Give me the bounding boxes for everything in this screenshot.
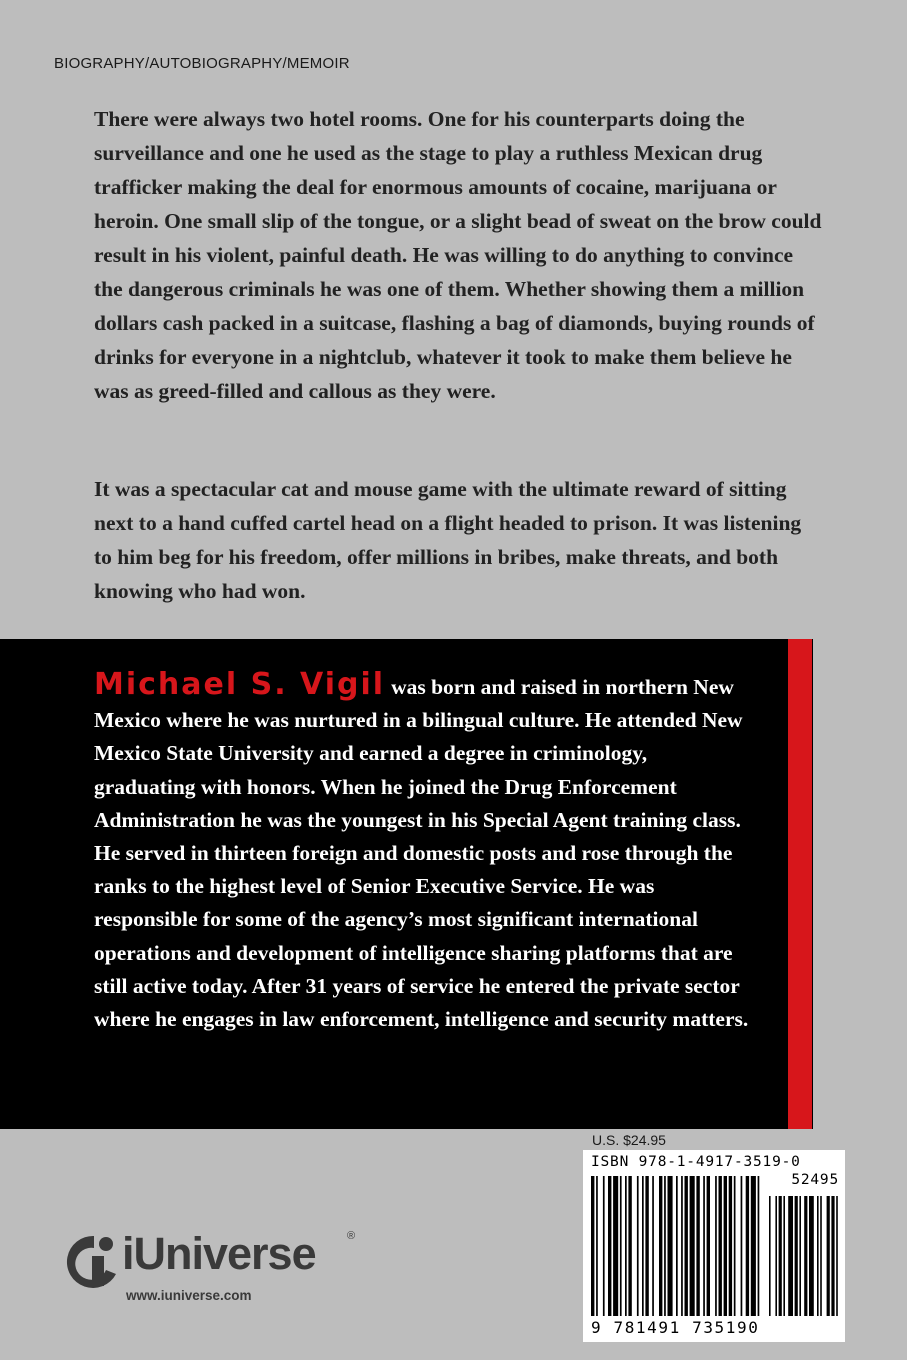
blurb-paragraph-1: There were always two hotel rooms. One for his counterparts doing the surveillance and one he used as the stage to play a ruthless Mexican drug trafficker making the deal for enormous amounts of cocaine, marijuana or heroin. One small slip of the tongue, or a slight bead of sweat on the brow could result in his violent, painful death. He was willing to do anything to convince the dangerous criminals he was one of them. Whether showing them a million dollars cash packed in a suitcase, flashing a bag of diamonds, buying rounds of drinks for everyone in a nightclub, whatever it took to make them believe he was as greed-filled and callous as they were. (94, 107, 822, 403)
publisher-name: iUniverse (122, 1228, 316, 1279)
category-label: BIOGRAPHY/AUTOBIOGRAPHY/MEMOIR (54, 55, 350, 72)
price-code: 52495 (791, 1172, 839, 1188)
isbn-barcode (583, 1150, 845, 1342)
author-bio-text: was born and raised in northern New Mexico where he was nurtured in a bilingual culture. He attended New Mexico State University and earned a degree in criminology, graduating with honors. When he joined the Drug Enforcement Administration he was the youngest in his Special Agent training class. He served in thirteen foreign and domestic posts and rose through the ranks to the highest level of Senior Executive Service. He was responsible for some of the agency’s most significant international operations and development of intelligence sharing platforms that are still active today. After 31 years of service he entered the private sector where he engages in law enforcement, intelligence and security matters. (94, 675, 749, 1032)
iuniverse-swirl-icon (54, 1230, 124, 1292)
isbn-number: ISBN 978-1-4917-3519-0 (591, 1154, 801, 1170)
publisher-logo (54, 1228, 374, 1318)
author-bio (94, 668, 754, 1036)
barcode-digits: 9 781491 735190 (591, 1318, 760, 1337)
registered-mark: ® (347, 1230, 356, 1242)
red-accent-bar (788, 639, 812, 1129)
publisher-url: www.iuniverse.com (126, 1288, 252, 1303)
author-name: Michael S. Vigil (94, 667, 386, 702)
price-label: U.S. $24.95 (592, 1132, 666, 1148)
blurb-paragraph-2: It was a spectacular cat and mouse game with the ultimate reward of sitting next to a hand cuffed cartel head on a flight headed to prison. It was listening to him beg for his freedom, offer millions in bribes, make threats, and both knowing who had won. (94, 477, 802, 603)
